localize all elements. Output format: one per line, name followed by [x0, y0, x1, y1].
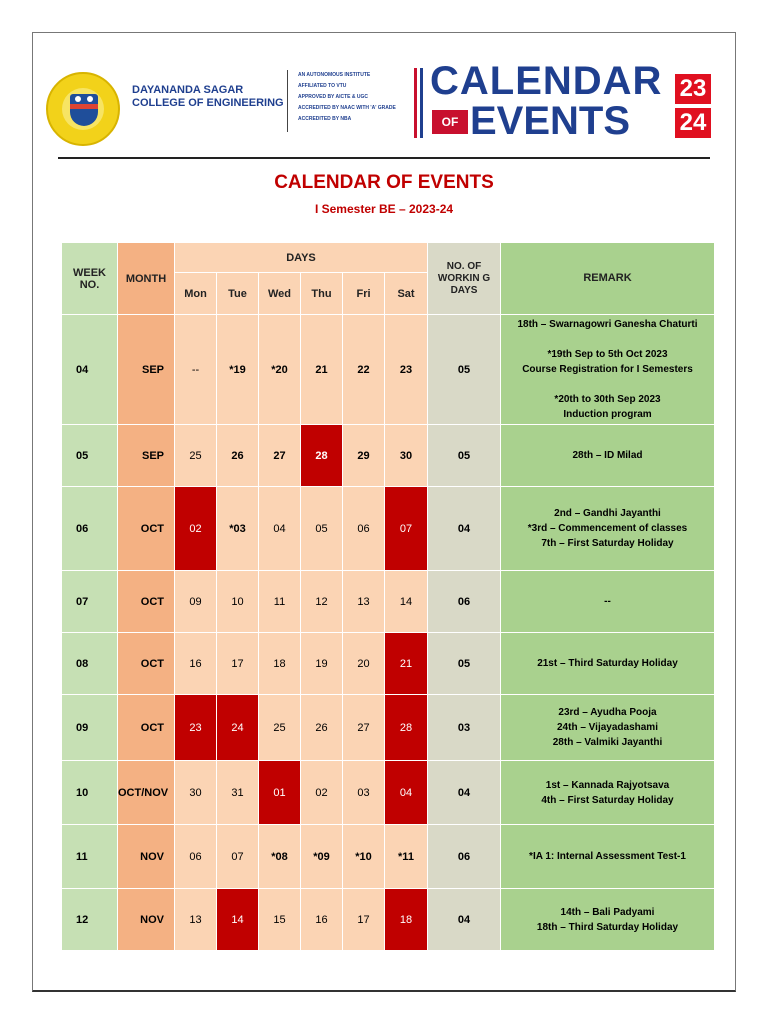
- working-days-cell: 06: [428, 825, 501, 889]
- remark-line: Course Registration for I Semesters: [522, 364, 693, 375]
- brand-calendar-text: CALENDAR: [430, 59, 663, 103]
- remark-line: 7th – First Saturday Holiday: [541, 538, 674, 549]
- remark-line: 18th – Swarnagowri Ganesha Chaturti: [517, 319, 698, 330]
- day-cell: 30: [175, 761, 217, 825]
- day-cell: 26: [217, 425, 259, 487]
- college-name: [132, 84, 284, 110]
- month-cell: OCT: [118, 571, 175, 633]
- brand-of-badge: OF: [432, 110, 468, 134]
- table-row: [62, 633, 715, 695]
- day-cell: 16: [175, 633, 217, 695]
- accreditation-line: APPROVED BY AICTE & UGC: [298, 94, 369, 100]
- holiday-day-cell: 28: [301, 425, 343, 487]
- header-day-mon: Mon: [175, 273, 217, 315]
- remark-cell: [501, 425, 715, 487]
- remark-line: 21st – Third Saturday Holiday: [537, 658, 678, 669]
- working-days-cell: 05: [428, 315, 501, 425]
- remark-line: *3rd – Commencement of classes: [527, 523, 688, 534]
- day-cell: *03: [217, 487, 259, 571]
- day-cell: 10: [217, 571, 259, 633]
- month-cell: OCT: [118, 487, 175, 571]
- week-number: 05: [62, 425, 118, 487]
- day-cell: 04: [259, 487, 301, 571]
- remark-line: 1st – Kannada Rajyotsava: [545, 779, 670, 791]
- holiday-day-cell: 02: [175, 487, 217, 571]
- holiday-day-cell: 07: [385, 487, 428, 571]
- day-cell: *11: [385, 825, 428, 889]
- brand-year-bottom: 24: [675, 108, 711, 138]
- day-cell: 12: [301, 571, 343, 633]
- header-week: WEEK NO.: [62, 243, 118, 315]
- day-cell: 25: [259, 695, 301, 761]
- remark-cell: [501, 761, 715, 825]
- header-month: MONTH: [118, 243, 175, 315]
- remark-cell: [501, 571, 715, 633]
- day-cell: 29: [343, 425, 385, 487]
- remark-line: *IA 1: Internal Assessment Test-1: [529, 851, 686, 862]
- day-cell: *10: [343, 825, 385, 889]
- month-cell: OCT/NOV: [118, 761, 175, 825]
- day-cell: *08: [259, 825, 301, 889]
- day-cell: 17: [343, 889, 385, 951]
- remark-line: 28th – Valmiki Jayanthi: [552, 737, 663, 748]
- day-cell: 22: [343, 315, 385, 425]
- header-divider: [287, 70, 288, 132]
- accreditation-line: ACCREDITED BY NAAC WITH 'A' GRADE: [298, 105, 396, 111]
- table-row: [62, 889, 715, 951]
- day-cell: 11: [259, 571, 301, 633]
- working-days-cell: 05: [428, 633, 501, 695]
- day-cell: 13: [343, 571, 385, 633]
- remark-line: 14th – Bali Padyami: [560, 906, 655, 918]
- week-number: 08: [62, 633, 118, 695]
- working-days-cell: 03: [428, 695, 501, 761]
- header-day-wed: Wed: [259, 273, 301, 315]
- header-working-days: NO. OF WORKIN G DAYS: [428, 243, 501, 315]
- day-cell: 26: [301, 695, 343, 761]
- holiday-day-cell: 28: [385, 695, 428, 761]
- remark-cell: [501, 889, 715, 951]
- day-cell: 06: [343, 487, 385, 571]
- remark-line: --: [604, 596, 611, 607]
- header-day-thu: Thu: [301, 273, 343, 315]
- header-rule: [58, 157, 710, 159]
- table-row: [62, 487, 715, 571]
- month-cell: SEP: [118, 315, 175, 425]
- remark-cell: [501, 825, 715, 889]
- day-cell: 16: [301, 889, 343, 951]
- day-cell: *20: [259, 315, 301, 425]
- calendar-table: [61, 242, 715, 951]
- header-days: DAYS: [175, 243, 428, 273]
- remark-line: 18th – Third Saturday Holiday: [536, 921, 679, 933]
- header-day-fri: Fri: [343, 273, 385, 315]
- header-day-tue: Tue: [217, 273, 259, 315]
- day-cell: 27: [343, 695, 385, 761]
- day-cell: 27: [259, 425, 301, 487]
- day-cell: 18: [259, 633, 301, 695]
- holiday-day-cell: 01: [259, 761, 301, 825]
- day-cell: 07: [217, 825, 259, 889]
- holiday-day-cell: 21: [385, 633, 428, 695]
- week-number: 07: [62, 571, 118, 633]
- college-logo: [46, 72, 120, 146]
- week-number: 10: [62, 761, 118, 825]
- month-cell: SEP: [118, 425, 175, 487]
- holiday-day-cell: 14: [217, 889, 259, 951]
- day-cell: 14: [385, 571, 428, 633]
- day-cell: 25: [175, 425, 217, 487]
- header-remark: REMARK: [501, 243, 715, 315]
- remark-line: 23rd – Ayudha Pooja: [558, 707, 657, 718]
- day-cell: 30: [385, 425, 428, 487]
- day-cell: *19: [217, 315, 259, 425]
- day-cell: 05: [301, 487, 343, 571]
- brand-accent-red: [414, 68, 417, 138]
- working-days-cell: 04: [428, 487, 501, 571]
- table-row: [62, 825, 715, 889]
- day-cell: 31: [217, 761, 259, 825]
- remark-cell: [501, 487, 715, 571]
- table-row: [62, 571, 715, 633]
- remark-cell: [501, 633, 715, 695]
- accreditation-line: ACCREDITED BY NBA: [298, 116, 352, 122]
- remark-line: [501, 377, 714, 392]
- header-day-sat: Sat: [385, 273, 428, 315]
- remark-line: 28th – ID Milad: [572, 450, 643, 461]
- accreditation-list: [298, 70, 396, 125]
- remark-cell: [501, 315, 715, 425]
- remark-line: 4th – First Saturday Holiday: [541, 794, 674, 806]
- remark-line: *20th to 30th Sep 2023: [554, 394, 661, 405]
- week-number: 11: [62, 825, 118, 889]
- day-cell: 17: [217, 633, 259, 695]
- week-number: 09: [62, 695, 118, 761]
- remark-line: 24th – Vijayadashami: [557, 722, 658, 733]
- month-cell: NOV: [118, 825, 175, 889]
- remark-cell: [501, 695, 715, 761]
- working-days-cell: 04: [428, 889, 501, 951]
- brand-events-text: EVENTS: [470, 99, 631, 143]
- day-cell: 20: [343, 633, 385, 695]
- day-cell: *09: [301, 825, 343, 889]
- day-cell: 23: [385, 315, 428, 425]
- calendar-body: [62, 315, 715, 951]
- holiday-day-cell: 23: [175, 695, 217, 761]
- month-cell: OCT: [118, 633, 175, 695]
- remark-line: [501, 332, 714, 347]
- remark-line: Induction program: [563, 409, 652, 420]
- week-number: 06: [62, 487, 118, 571]
- day-cell: 15: [259, 889, 301, 951]
- remark-line: *19th Sep to 5th Oct 2023: [547, 349, 668, 360]
- college-name-line1: DAYANANDA SAGAR: [132, 84, 244, 96]
- table-row: [62, 761, 715, 825]
- month-cell: NOV: [118, 889, 175, 951]
- day-cell: 09: [175, 571, 217, 633]
- day-cell: 13: [175, 889, 217, 951]
- day-cell: 02: [301, 761, 343, 825]
- day-cell: 21: [301, 315, 343, 425]
- brand-year-top: 23: [675, 74, 711, 104]
- working-days-cell: 06: [428, 571, 501, 633]
- remark-line: 2nd – Gandhi Jayanthi: [554, 508, 661, 519]
- table-row: [62, 695, 715, 761]
- holiday-day-cell: 18: [385, 889, 428, 951]
- holiday-day-cell: 24: [217, 695, 259, 761]
- week-number: 04: [62, 315, 118, 425]
- table-row: [62, 425, 715, 487]
- brand-accent-blue: [420, 68, 423, 138]
- holiday-day-cell: 04: [385, 761, 428, 825]
- college-name-line2: COLLEGE OF ENGINEERING: [132, 97, 284, 109]
- day-cell: 06: [175, 825, 217, 889]
- day-cell: --: [175, 315, 217, 425]
- page-title: CALENDAR OF EVENTS: [274, 172, 494, 193]
- day-cell: 03: [343, 761, 385, 825]
- working-days-cell: 05: [428, 425, 501, 487]
- accreditation-line: AFFILIATED TO VTU: [298, 83, 347, 89]
- working-days-cell: 04: [428, 761, 501, 825]
- page-subtitle: I Semester BE – 2023-24: [314, 202, 454, 216]
- accreditation-line: AN AUTONOMOUS INSTITUTE: [298, 72, 371, 78]
- table-row: [62, 315, 715, 425]
- day-cell: 19: [301, 633, 343, 695]
- week-number: 12: [62, 889, 118, 951]
- month-cell: OCT: [118, 695, 175, 761]
